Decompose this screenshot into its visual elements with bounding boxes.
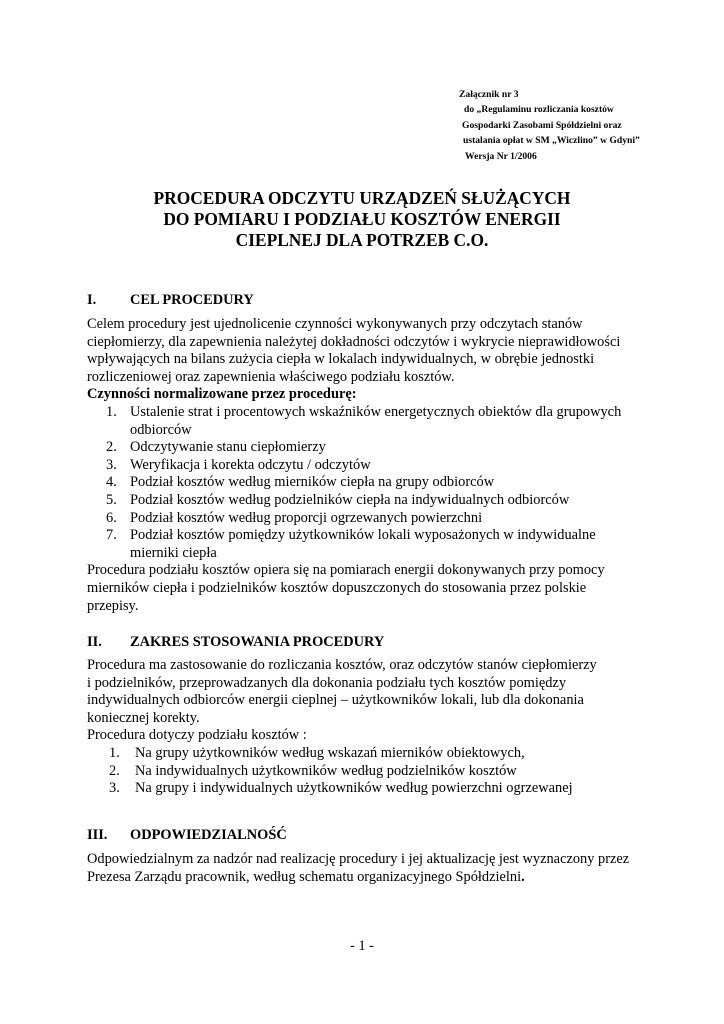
list-text: mierniki ciepła [130, 544, 217, 561]
paragraph-line: ciepłomierzy, dla zapewnienia należytej dokładności odczytów i wykrycie nieprawidłowości [87, 333, 621, 350]
paragraph-line: Procedura podziału kosztów opiera się na pomiarach energii dokonywanych przy pomocy [87, 562, 605, 579]
list-text: Weryfikacja i korekta odczytu / odczytów [130, 456, 371, 473]
section-title: ZAKRES STOSOWANIA PROCEDURY [130, 634, 385, 650]
list-number: 2. [109, 762, 120, 779]
list-number: 4. [106, 474, 117, 491]
paragraph-line [87, 869, 667, 887]
paragraph-line: Procedura dotyczy podziału kosztów : [87, 727, 307, 744]
list-text: Na indywidualnych użytkowników według podzielników kosztów [135, 762, 517, 779]
list-text: Na grupy użytkowników według wskazań mierników obiektowych, [135, 744, 525, 761]
paragraph-line: rozliczeniowej oraz zapewnienia właściwego podziału kosztów. [87, 368, 455, 385]
list-item [87, 404, 667, 439]
list-text: Ustalenie strat i procentowych wskaźników energetycznych obiektów dla grupowych [130, 403, 622, 420]
section-title: ODPOWIEDZIALNOŚĆ [130, 827, 287, 843]
paragraph-line: Procedura ma zastosowanie do rozliczania kosztów, oraz odczytów stanów ciepłomierzy [87, 657, 597, 673]
section-1-body [87, 316, 667, 615]
paragraph-line: Odpowiedzialnym za nadzór nad realizację procedury i jej aktualizację jest wyznaczony przez [87, 851, 630, 867]
section-title: CEL PROCEDURY [130, 292, 254, 308]
attachment-note [458, 87, 718, 164]
paragraph-line: i podzielników, przeprowadzanych dla dokonania podziału tych kosztów pomiędzy [87, 674, 567, 691]
attachment-line: do „Regulaminu rozliczania kosztów [464, 104, 614, 116]
paragraph-line: wpływających na bilans zużycia ciepła w lokalach indywidualnych, w obrębie jednostki [87, 351, 595, 368]
list-text: Podział kosztów według podzielników ciepła na indywidualnych odbiorców [130, 491, 570, 508]
list-item [87, 527, 667, 562]
paragraph-line: mierników ciepła i podzielników kosztów dopuszczonych do stosowania przez polskie [87, 579, 587, 596]
list-text: odbiorców [130, 421, 192, 438]
section-2-heading [87, 633, 384, 651]
title-line: CIEPLNEJ DLA POTRZEB C.O. [235, 230, 489, 250]
list-text: Na grupy i indywidualnych użytkowników według powierzchni ogrzewanej [135, 780, 573, 797]
list-heading: Czynności normalizowane przez procedurę: [87, 386, 357, 403]
section-3-heading [87, 826, 287, 844]
title-line: DO POMIARU I PODZIAŁU KOSZTÓW ENERGII [163, 209, 561, 229]
attachment-line: Załącznik nr 3 [459, 89, 519, 100]
list-number: 7. [106, 527, 117, 544]
list-text: Podział kosztów według mierników ciepła na grupy odbiorców [130, 474, 495, 491]
document-title [60, 188, 664, 251]
list-item [87, 474, 667, 492]
list-text: Podział kosztów pomiędzy użytkowników lokali wyposażonych w indywidualne [130, 527, 596, 544]
list-number: 6. [106, 509, 117, 526]
section-2-body [87, 657, 667, 798]
paragraph-line: przepisy. [87, 597, 139, 614]
list-item [87, 439, 667, 457]
list-text: Odczytywanie stanu ciepłomierzy [130, 439, 326, 456]
list-number: 1. [106, 403, 117, 420]
list-item [87, 780, 667, 798]
list-item [87, 510, 667, 528]
list-number: 1. [109, 744, 120, 761]
paragraph-line: indywidualnych odbiorców energii cieplnej – użytkowników lokali, lub dla dokonania [87, 692, 584, 709]
page-number: - 1 - [350, 938, 374, 954]
list-item [87, 492, 667, 510]
section-number: I. [87, 292, 97, 308]
section-number: III. [87, 827, 108, 843]
final-dot: . [521, 868, 525, 885]
section-1-heading [87, 291, 254, 309]
attachment-line: Wersja Nr 1/2006 [465, 150, 537, 162]
list-number: 3. [109, 780, 120, 797]
list-text: Podział kosztów według proporcji ogrzewanych powierzchni [130, 509, 483, 526]
attachment-line: Gospodarki Zasobami Spółdzielni oraz [462, 119, 622, 131]
list-item [87, 763, 667, 781]
paragraph-line: koniecznej korekty. [87, 709, 200, 726]
attachment-line: ustalania opłat w SM „Wiczlino” w Gdyni” [463, 135, 640, 147]
section-3-body [87, 851, 667, 886]
section-number: II. [87, 634, 102, 650]
title-line: PROCEDURA ODCZYTU URZĄDZEŃ SŁUŻĄCYCH [153, 188, 571, 208]
list-number: 2. [106, 439, 117, 456]
list-number: 3. [106, 456, 117, 473]
list-item [87, 745, 667, 763]
list-number: 5. [106, 491, 117, 508]
paragraph-text: Prezesa Zarządu pracownik, według schematu organizacyjnego Spółdzielni [87, 868, 522, 885]
list-item [87, 457, 667, 475]
paragraph-line: Celem procedury jest ujednolicenie czynności wykonywanych przy odczytach stanów [87, 316, 583, 332]
